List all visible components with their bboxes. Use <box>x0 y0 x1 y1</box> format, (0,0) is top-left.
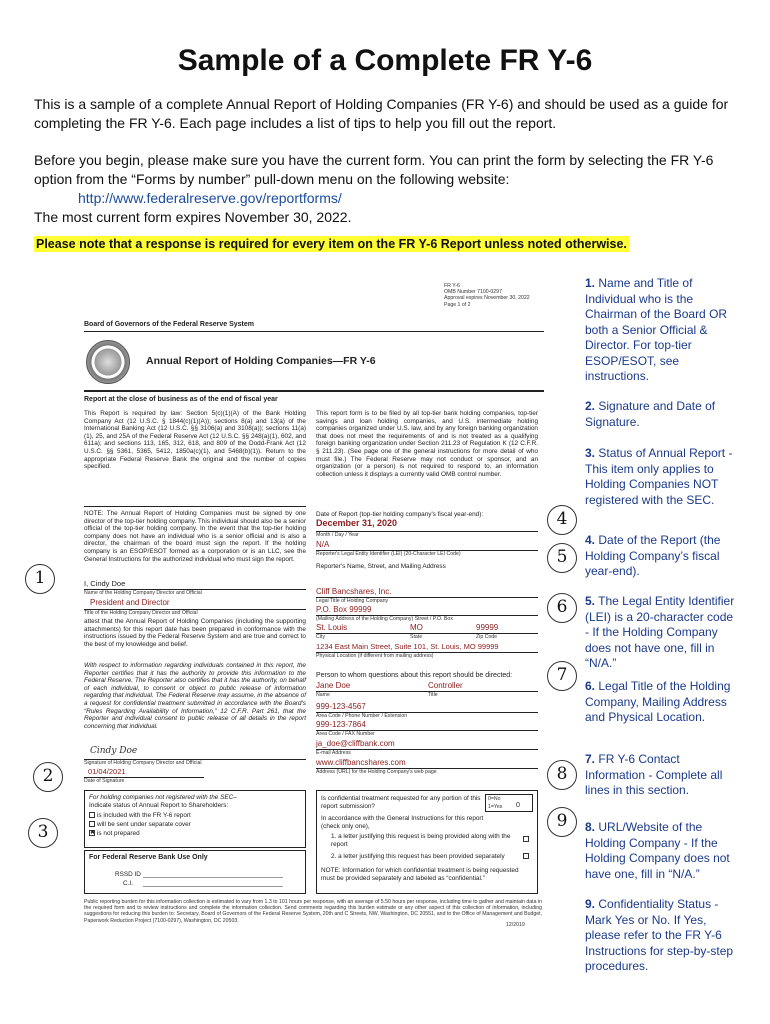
status-option-separate[interactable]: will be sent under separate cover <box>89 821 191 829</box>
attestation-text: attest that the Annual Report of Holding Companies (including the supporting attachments) for this report date has been prepared in conformance with the instructions issued by the Federal Reserve System and are true and correct to the best of my knowledge and belief. <box>84 618 306 648</box>
expiration-note: The most current form expires November 30, 2022. <box>34 209 352 225</box>
company-name: Cliff Bancshares, Inc. <box>316 587 392 596</box>
tip-2: 2. Signature and Date of Signature. <box>585 399 716 429</box>
confidentiality-answer-box[interactable]: 0=No 1=Yes 0 <box>485 794 533 812</box>
confidentiality-answer: 0 <box>516 802 520 809</box>
status-option-not-prepared[interactable]: ✖ is not prepared <box>90 830 140 837</box>
city: St. Louis <box>316 623 348 632</box>
filer-scope-text: This report form is to be filed by all top-tier bank holding companies, top-tier savings and loan holding companies, and U.S. intermediate holding companies organized under U.S. law, and by any foreign banking organization that does not meet the requirements of and is not treated as a qualifying foreign banking organization under Section 211.23 of Regulation K (12 C.F.R. § 211.23). (See page one of the general instructions for more detail of who must file.) The Federal Reserve may not conduct or sponsor, and an organization (or a person) is not required to respond to, an information collection unless it displays a currently valid OMB control number. <box>316 410 538 478</box>
contact-phone: 999-123-4567 <box>316 702 366 711</box>
form-title: Annual Report of Holding Companies—FR Y-6 <box>146 355 376 367</box>
federal-reserve-seal <box>86 340 130 384</box>
instructions-paragraph: Before you begin, please make sure you have the current form. You can print the form by selecting the FR Y-6 option from the “Forms by number” pull-down menu on the following website: <box>34 152 714 187</box>
board-name: Board of Governors of the Federal Reserve System <box>84 321 254 328</box>
marker-5: 5 <box>547 543 577 573</box>
marker-8: 8 <box>547 760 577 790</box>
page-title: Sample of a Complete FR Y-6 <box>177 44 593 77</box>
conf-option2-checkbox[interactable] <box>523 853 531 861</box>
report-close-heading: Report at the close of business as of the end of fiscal year <box>84 396 278 403</box>
signature: Cindy Doe <box>90 746 138 756</box>
tip-9: 9. Confidentiality Status - Mark Yes or No. If Yes, please refer to the FR Y-6 Instructions for step-by-step procedures. <box>585 897 734 973</box>
contact-name: Jane Doe <box>316 681 351 690</box>
marker-6: 6 <box>547 593 577 623</box>
lei-value: N/A <box>316 540 330 549</box>
tip-4: 4. Date of the Report (the Holding Company’s fiscal year-end). <box>585 533 721 578</box>
contact-fax: 999-123-7864 <box>316 720 366 729</box>
marker-9: 9 <box>547 807 577 837</box>
form-header-right: FR Y-6 OMB Number 7100-0297 Approval expires November 30, 2022 Page 1 of 2 <box>444 283 530 308</box>
signer-title: President and Director <box>90 598 170 607</box>
marker-1: 1 <box>25 564 55 594</box>
contact-title: Controller <box>428 681 463 690</box>
contact-email: ja_doe@cliffbank.com <box>316 739 395 748</box>
fr-y6-form-sample: FR Y-6 OMB Number 7100-0297 Approval expires November 30, 2022 Page 1 of 2 Board of Governors of the Federal Reserve System Annual Report of Holding Companies—FR Y-6 Report at the close of business as of the end of fiscal year This Report is required by law: Section 5(c)(1)(A) of the Bank Holding Company Act (12 U.S.C. § 1844(c)(1)(A)); sections 8(a) and 13(a) of the International Banking Act (12 U.S.C. §§ 3106(a) and 3108(a)); sections 11(a)(1), 25, and 25A of the Federal Reserve Act (12 U.S.C. §§ 248(a)(1), 602, and 611a); and sections 113, 165, 312, 618, and 809 of the Dodd-Frank Act (12 U.S.C. §§ 5361, 5365, 5412, 1850a(c)(1), and 5468(b)(1)). Return to the appropriate Federal Reserve Bank the original and the number of copies specified. This report form is to be filed by all top-tier bank holding companies, top-tier savings and loan holding companies, and U.S. intermediate holding companies organized under U.S. law, and by any foreign banking organization that does not meet the requirements of and is not treated as a qualifying foreign banking organization under Section 211.23 of Regulation K (12 C.F.R. § 211.23). (See page one of the general instructions for more detail of who must file.) The Federal Reserve may not conduct or sponsor, and an organization (or a person) is not required to respond to, an information collection unless it displays a currently valid OMB control number. NOTE: The Annual Report of Holding Companies must be signed by one director of the top-tier holding company. This individual should also be a senior official of the top-tier holding company. In the event that the top-tier holding company does not have an individual who is a senior official and is also a director, the chairman of the board must sign the report. If the holding company is an ESOP/ESOT formed as a corporation or is an LLC, see the General Instructions for the authorized individual who must sign the report. I, Cindy Doe Name of the Holding Company Director and Official President and Director Title of the Holding Company Director and Official attest that the Annual Report of Holding Companies (including the supporting attachments) for this report date has been prepared in conformance with the instructions issued by the Federal Reserve System and are true and correct to the best of my knowledge and belief. With respect to information regarding individuals contained in this report, the Reporter certifies that it has the authority to provide this information to the Federal Reserve. The Reporter also certifies that it has the authority, on behalf of each individual, to consent or object to public release of information regarding that individual. The Federal Reserve may assume, in the absence of a request for confidential treatment submitted in accordance with the Board's “Rules Regarding Availability of Information,” 12 C.F.R. Part 261, that the Reporter and individual consent to public release of all details in the report concerning that individual. Cindy Doe Signature of Holding Company Director and Official 01/04/2021 Date of Signature For holding companies not registered with the SEC– Indicate status of Annual Report to Shareholders: is included with the FR Y-6 report will be sent under separate cover ✖ is not prepared For Federal Reserve Bank Use Only RSSD ID C.I. Date of Report (top-tier holding company's fiscal year-end): December 31, 2020 Month / Day / Year N/A Reporter's Legal Entity Identifier (LEI) (20-Character LEI Code) Reporter's Name, Street, and Mailing Address Cliff Bancshares, Inc. Legal Title of Holding Company P.O. Box 99999 (Mailing Address of the Holding Company) Street / P.O. Box St. Louis MO 99999 City State Zip Code 1234 East Main Street, Suite 101, St. Louis, MO 99999 Physical Location (if different from mailing address) Person to whom questions about this report should be directed: Jane Doe Controller Name Title 999-123-4567 Area Code / Phone Number / Extension 999-123-7864 Area Code / FAX Number ja_doe@cliffbank.com E-mail Address www.cliffbancshares.com Address (URL) for the Holding Company's web page Is confidential treatment requested for any portion of this report submission? 0=No 1=Yes 0 In accordance with the General Instructions for this report (check only one), 1. a letter justifying this request is being provided along with the report 2. a letter justifying this request has been provided separately NOTE: Information for which confidential treatment is being requested must be provided separately and labeled as “confidential.” Public reporting burden for this information collection is estimated to vary from 1.3 to 101 hours per response, with an average of 5.50 hours per response, including time to gather and maintain data in the required form and to review instructions and complete the information collection. Send comments regarding this burden estimate or any other aspect of this collection of information, including suggestions for reducing this burden to: Secretary, Board of Governors of the Federal Reserve System, 20th and C Streets, NW, Washington, DC 20551, and to the Office of Management and Budget, Paperwork Reduction Project (7100-0297), Washington, DC 20503. 12/2019 <box>84 283 542 928</box>
zip-code: 99999 <box>476 623 499 632</box>
marker-7: 7 <box>547 661 577 691</box>
tip-7: 7. FR Y-6 Contact Information - Complete all lines in this section. <box>585 752 723 797</box>
form-revision-date: 12/2019 <box>506 922 525 928</box>
tip-5: 5. The Legal Entity Identifier (LEI) is a 20-character code - If the Holding Company does not have one, fill in “N/A.” <box>585 594 735 670</box>
physical-address: 1234 East Main Street, Suite 101, St. Louis, MO 99999 <box>316 642 499 651</box>
signer-note: NOTE: The Annual Report of Holding Companies must be signed by one director of the top-tier holding company. This individual should also be a senior official of the top-tier holding company. In the event that the top-tier holding company does not have an individual who is a senior official and is also a director, the chairman of the board must sign the report. If the holding company is an ESOP/ESOT formed as a corporation or is an LLC, see the General Instructions for the authorized individual who must sign the report. <box>84 510 306 563</box>
signature-label: Signature of Holding Company Director and Official <box>84 760 202 766</box>
signer-name: I, Cindy Doe <box>84 579 126 588</box>
state: MO <box>410 623 423 632</box>
legal-authority-text: This Report is required by law: Section 5(c)(1)(A) of the Bank Holding Company Act (12 U.S.C. § 1844(c)(1)(A)); sections 8(a) and 13(a) of the International Banking Act (12 U.S.C. §§ 3106(a) and 3108(a)); sections 11(a)(1), 25, and 25A of the Federal Reserve Act (12 U.S.C. §§ 248(a)(1), 602, and 611a); and sections 113, 165, 312, 618, and 809 of the Dodd-Frank Act (12 U.S.C. §§ 5361, 5365, 5412, 1850a(c)(1), and 5468(b)(1)). Return to the appropriate Federal Reserve Bank the original and the number of copies specified. <box>84 410 306 471</box>
intro-paragraph: This is a sample of a complete Annual Report of Holding Companies (FR Y-6) and should be used as a guide for completing the FR Y-6. Each page includes a list of tips to help you fill out the report. <box>34 96 729 131</box>
marker-4: 4 <box>547 505 577 535</box>
tip-6: 6. Legal Title of the Holding Company, Mailing Address and Physical Location. <box>585 679 731 724</box>
signer-name-label: Name of the Holding Company Director and Official <box>84 590 202 596</box>
signature-date: 01/04/2021 <box>88 767 126 776</box>
date-of-report: December 31, 2020 <box>316 518 398 528</box>
signature-date-label: Date of Signature <box>84 778 125 784</box>
required-response-notice: Please note that a response is required for every item on the FR Y-6 Report unless noted otherwise. <box>36 237 627 251</box>
tip-8: 8. URL/Website of the Holding Company - If the Holding Company does not have one, fill in “N/A.” <box>585 820 730 881</box>
tip-3: 3. Status of Annual Report - This item only applies to Holding Companies NOT registered with the SEC. <box>585 446 733 507</box>
conf-option1-checkbox[interactable] <box>523 836 531 844</box>
checked-x-icon: ✖ <box>90 830 96 837</box>
marker-3: 3 <box>28 818 58 848</box>
company-website: www.cliffbancshares.com <box>316 758 406 767</box>
burden-statement: Public reporting burden for this information collection is estimated to vary from 1.3 to 101 hours per response, with an average of 5.50 hours per response, including time to gather and maintain data in the required form and to review instructions and complete the information collection. Send comments regarding this burden estimate or any other aspect of this collection of information, including suggestions for reducing this burden to: Secretary, Board of Governors of the Federal Reserve System, 20th and C Streets, NW, Washington, DC 20551, and to the Office of Management and Budget, Paperwork Reduction Project (7100-0297), Washington, DC 20503. <box>84 899 542 924</box>
confidentiality-box: Is confidential treatment requested for any portion of this report submission? 0=No 1=Yes 0 In accordance with the General Instructions for this report (check only one), 1. a letter justifying this request is being provided along with the report 2. a letter justifying this request has been provided separately NOTE: Information for which confidential treatment is being requested must be provided separately and labeled as “confidential.” <box>316 790 538 894</box>
tip-1: 1. Name and Title of Individual who is the Chairman of the Board OR both a Senior Official & Director. For top-tier ESOP/ESOT, see instructions. <box>585 276 728 383</box>
status-option-included[interactable]: is included with the FR Y-6 report <box>89 812 191 820</box>
date-of-report-label: Date of Report (top-tier holding company's fiscal year-end): <box>316 511 484 518</box>
annual-report-status-box: For holding companies not registered with the SEC– Indicate status of Annual Report to Shareholders: is included with the FR Y-6 report will be sent under separate cover ✖ is not prepared <box>84 790 306 848</box>
marker-2: 2 <box>33 762 63 792</box>
frb-use-box: For Federal Reserve Bank Use Only RSSD ID C.I. <box>84 850 306 894</box>
po-box: P.O. Box 99999 <box>316 605 372 614</box>
reportforms-link[interactable]: http://www.federalreserve.gov/reportforms/ <box>78 190 342 206</box>
consent-text: With respect to information regarding individuals contained in this report, the Reporter certifies that it has the authority to provide this information to the Federal Reserve. The Reporter also certifies that it has the authority, on behalf of each individual, to consent or object to public release of information regarding that individual. The Federal Reserve may assume, in the absence of a request for confidential treatment submitted in accordance with the Board's “Rules Regarding Availability of Information,” 12 C.F.R. Part 261, that the Reporter and individual consent to public release of all details in the report concerning that individual. <box>84 662 306 730</box>
signer-title-label: Title of the Holding Company Director and Official <box>84 610 198 616</box>
